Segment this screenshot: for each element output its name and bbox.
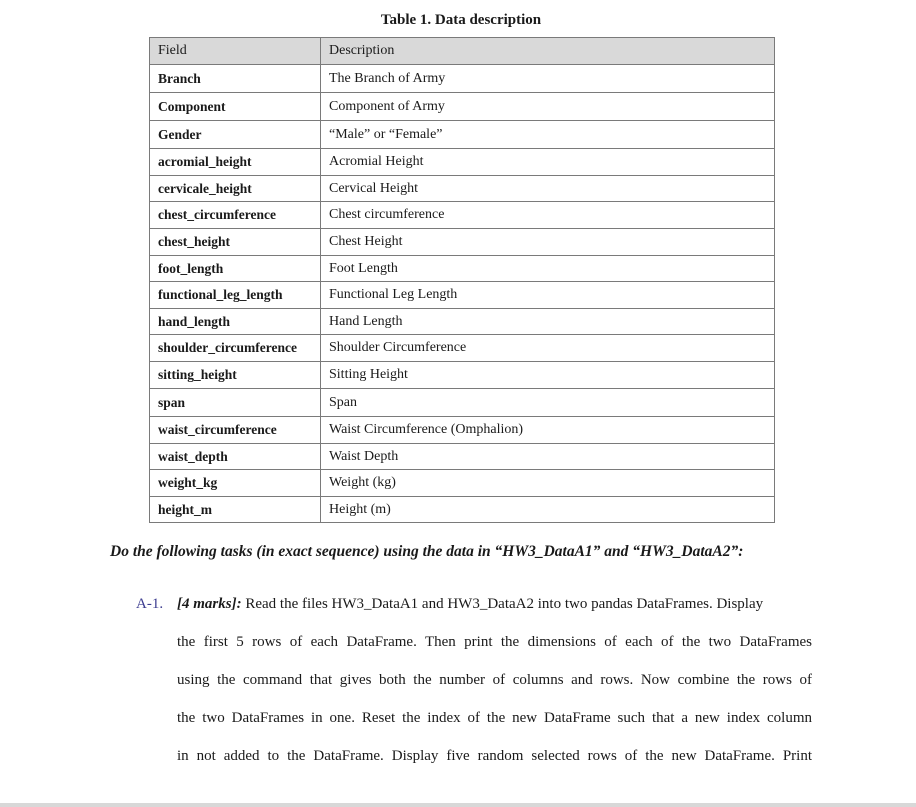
table-row (150, 362, 775, 389)
table-row (150, 335, 775, 362)
description-cell: Waist Circumference (Omphalion) (321, 417, 775, 444)
table-row (150, 309, 775, 335)
field-cell: hand_length (150, 309, 321, 335)
field-cell: Branch (150, 65, 321, 93)
description-cell: Shoulder Circumference (321, 335, 775, 362)
description-cell: The Branch of Army (321, 65, 775, 93)
description-cell: “Male” or “Female” (321, 121, 775, 149)
description-cell: Height (m) (321, 497, 775, 523)
table-row (150, 176, 775, 202)
task-line: using the command that gives both the number of columns and rows. Now combine the rows of (177, 672, 812, 688)
description-cell: Functional Leg Length (321, 282, 775, 309)
task-label: A-1. (136, 596, 164, 612)
field-cell: height_m (150, 497, 321, 523)
table-row (150, 202, 775, 229)
description-cell: Component of Army (321, 93, 775, 121)
table-body (150, 65, 775, 523)
data-description-table (149, 37, 775, 523)
table-row (150, 444, 775, 470)
table-row (150, 65, 775, 93)
description-cell: Chest Height (321, 229, 775, 256)
task-marks: [4 marks]: (177, 596, 242, 612)
table-header-row (150, 38, 775, 65)
description-cell: Weight (kg) (321, 470, 775, 497)
table-row (150, 121, 775, 149)
task-line (177, 596, 812, 613)
task-line: the first 5 rows of each DataFrame. Then print the dimensions of each of the two DataFrames (177, 634, 812, 650)
table-row (150, 149, 775, 176)
description-cell: Acromial Height (321, 149, 775, 176)
table-row (150, 389, 775, 417)
description-cell: Cervical Height (321, 176, 775, 202)
table-caption: Table 1. Data description (380, 12, 542, 28)
header-description: Description (321, 38, 775, 65)
field-cell: foot_length (150, 256, 321, 282)
table-row (150, 229, 775, 256)
task-instruction: Do the following tasks (in exact sequence) using the data in “HW3_DataA1” and “HW3_DataA2”: (110, 543, 744, 560)
task-line: the two DataFrames in one. Reset the index of the new DataFrame such that a new index column (177, 710, 812, 726)
field-cell: shoulder_circumference (150, 335, 321, 362)
description-cell: Sitting Height (321, 362, 775, 389)
table-row (150, 470, 775, 497)
field-cell: waist_circumference (150, 417, 321, 444)
table-row (150, 93, 775, 121)
field-cell: functional_leg_length (150, 282, 321, 309)
field-cell: span (150, 389, 321, 417)
field-cell: acromial_height (150, 149, 321, 176)
page-edge (0, 803, 916, 807)
field-cell: chest_height (150, 229, 321, 256)
table-row (150, 497, 775, 523)
task-line: in not added to the DataFrame. Display five random selected rows of the new DataFrame. Print (177, 748, 812, 764)
table-row (150, 256, 775, 282)
field-cell: Component (150, 93, 321, 121)
description-cell: Hand Length (321, 309, 775, 335)
field-cell: weight_kg (150, 470, 321, 497)
description-cell: Chest circumference (321, 202, 775, 229)
field-cell: sitting_height (150, 362, 321, 389)
field-cell: Gender (150, 121, 321, 149)
description-cell: Span (321, 389, 775, 417)
description-cell: Waist Depth (321, 444, 775, 470)
table-row (150, 282, 775, 309)
description-cell: Foot Length (321, 256, 775, 282)
field-cell: chest_circumference (150, 202, 321, 229)
field-cell: waist_depth (150, 444, 321, 470)
table-row (150, 417, 775, 444)
field-cell: cervicale_height (150, 176, 321, 202)
header-field: Field (150, 38, 321, 65)
task-line-text: Read the files HW3_DataA1 and HW3_DataA2 into two pandas DataFrames. Display (241, 596, 764, 612)
